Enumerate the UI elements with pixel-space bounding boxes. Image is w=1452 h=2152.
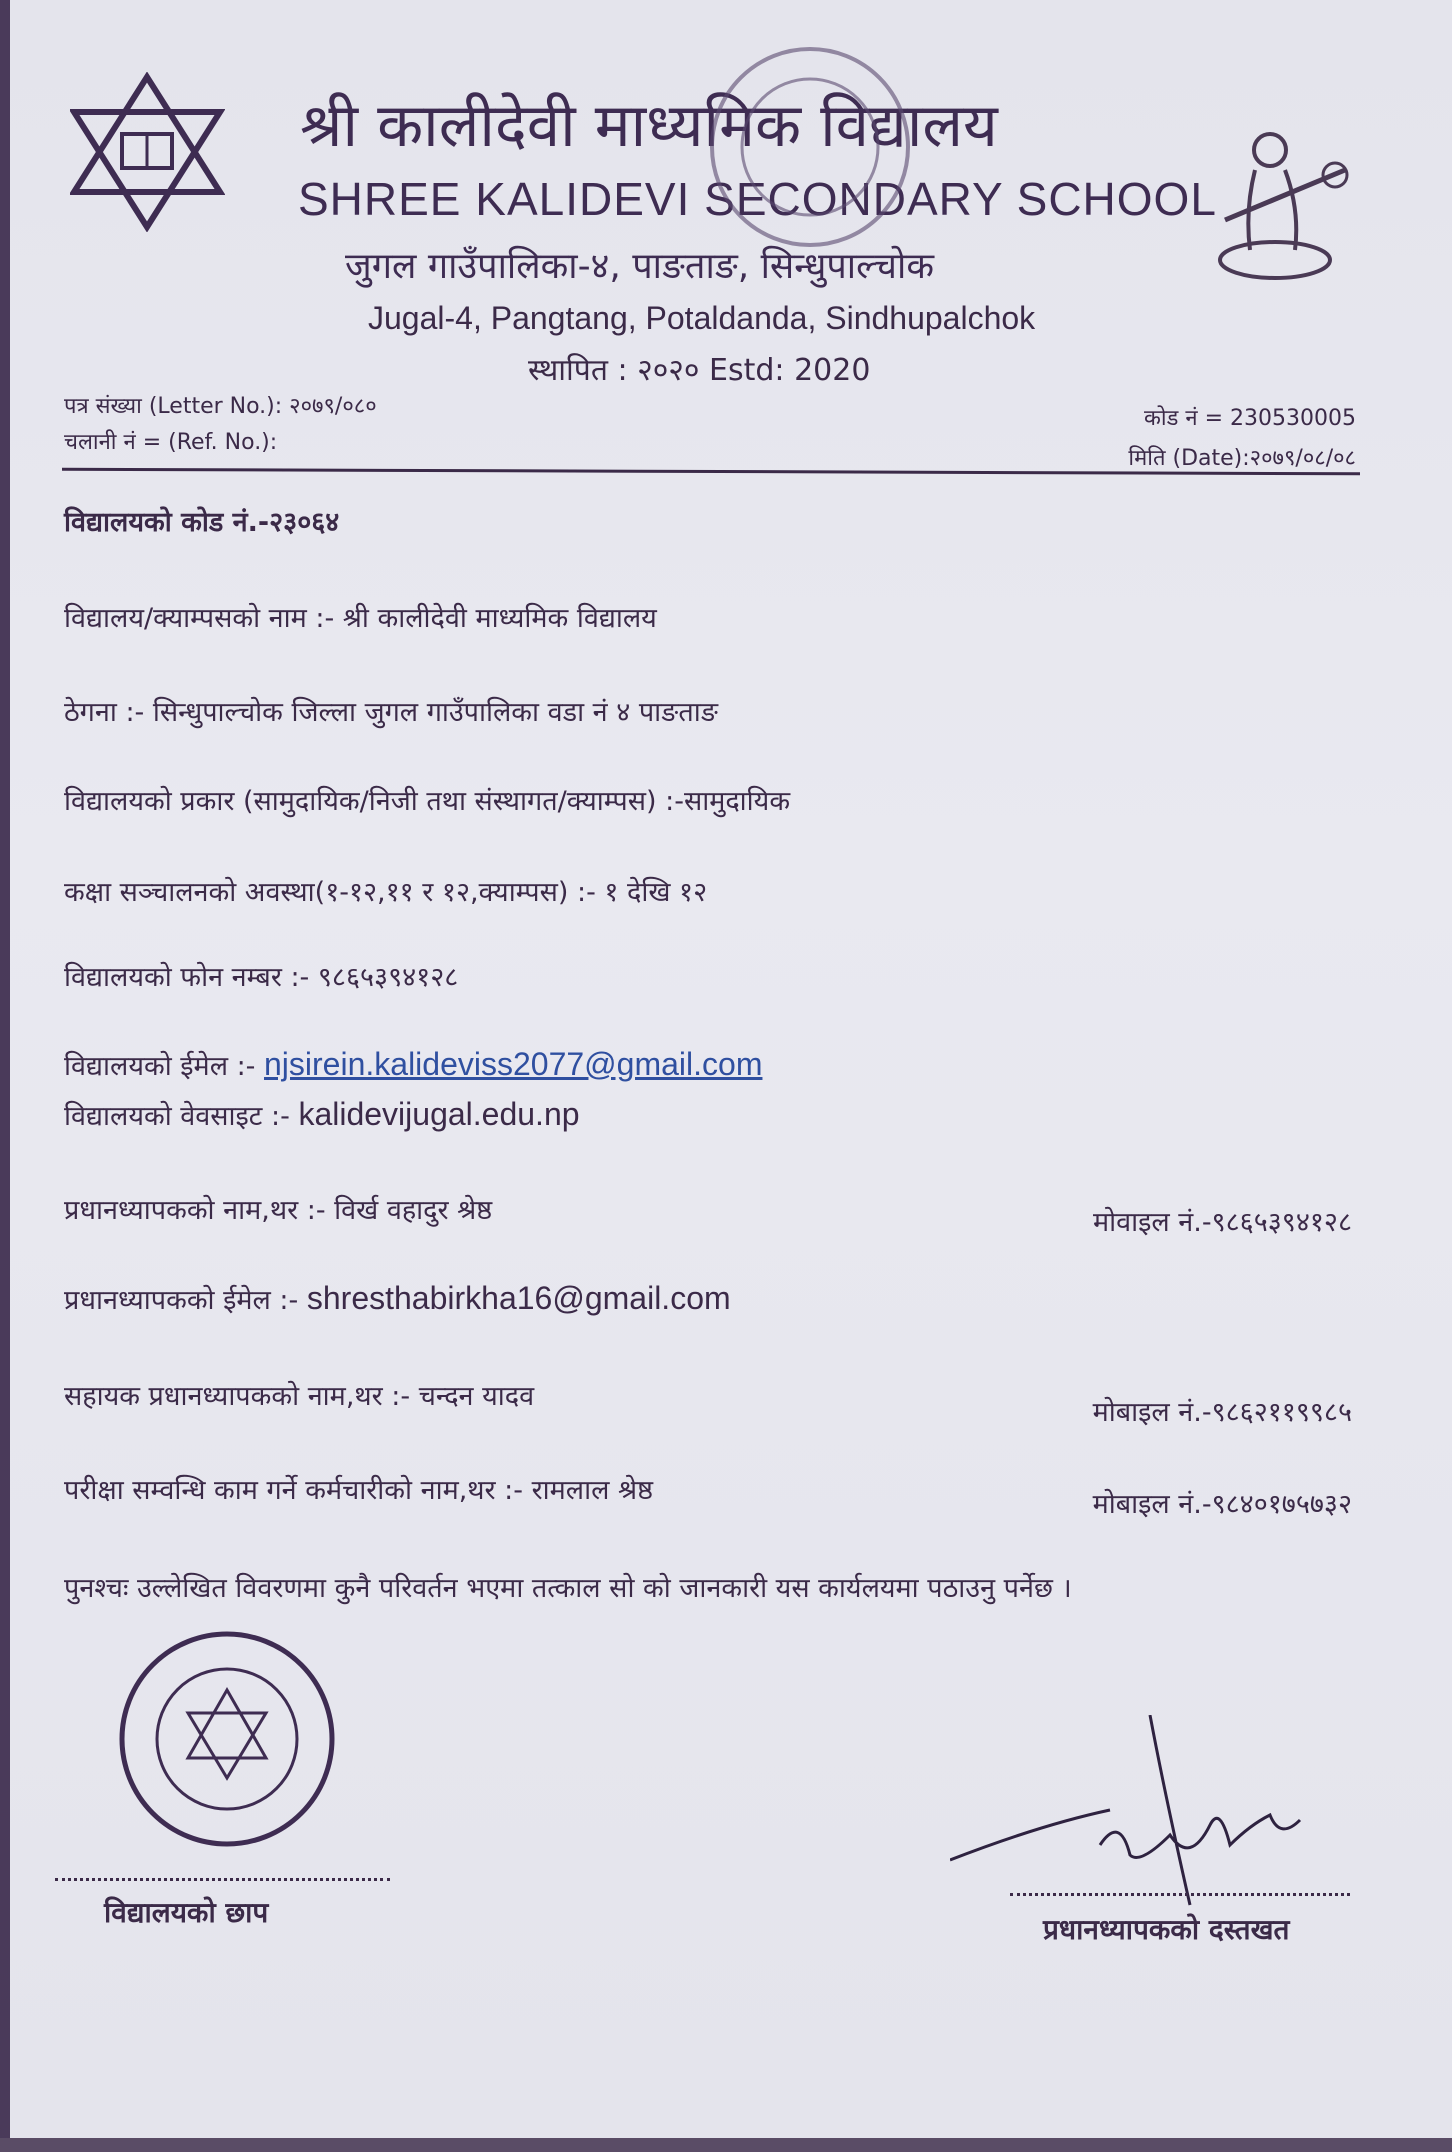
school-name-field: विद्यालय/क्याम्पसको नाम :- श्री कालीदेवी माध्यमिक विद्यालय: [64, 603, 657, 634]
principal-name-field: प्रधानध्यापकको नाम,थर :- विर्ख वहादुर श्रेष्ठ: [64, 1195, 493, 1226]
email-row: [64, 1046, 762, 1083]
reference-number: चलानी नं = (Ref. No.):: [64, 430, 278, 455]
letter-number: पत्र संख्या (Letter No.): २०७९/०८०: [64, 394, 377, 419]
photo-edge-bottom: [0, 2138, 1452, 2152]
school-email-link[interactable]: njsirein.kalideviss2077@gmail.com: [264, 1046, 763, 1082]
photo-edge-left: [0, 0, 10, 2152]
school-title-english: SHREE KALIDEVI SECONDARY SCHOOL: [298, 173, 1217, 225]
email-label: विद्यालयको ईमेल :-: [64, 1051, 264, 1082]
phone-field: विद्यालयको फोन नम्बर :- ९८६५३९४१२८: [64, 962, 459, 993]
school-address-nepali: जुगल गाउँपालिका-४, पाङताङ, सिन्धुपाल्चोक: [345, 246, 934, 287]
letter-date: मिति (Date):२०७९/०८/०८: [1128, 446, 1356, 471]
website-label: विद्यालयको वेवसाइट :-: [64, 1101, 299, 1132]
website-row: [64, 1096, 580, 1133]
school-code: विद्यालयको कोड नं.-२३०६४: [64, 507, 340, 538]
school-logo-icon: [70, 72, 225, 232]
school-website: kalidevijugal.edu.np: [298, 1096, 580, 1132]
code-number: कोड नं = 230530005: [1144, 406, 1356, 431]
saraswati-emblem-icon: [1205, 110, 1355, 285]
stamp-label: विद्यालयको छाप: [104, 1896, 269, 1929]
stamp-dotted-line: [55, 1878, 390, 1881]
vice-principal-name-field: सहायक प्रधानध्यापकको नाम,थर :- चन्दन यादव: [64, 1381, 535, 1412]
principal-mobile: मोवाइल नं.-९८६५३९४१२८: [1093, 1207, 1352, 1238]
school-type-field: विद्यालयको प्रकार (सामुदायिक/निजी तथा संस्थागत/क्याम्पस) :-सामुदायिक: [64, 786, 791, 817]
principal-email-label: प्रधानध्यापकको ईमेल :-: [64, 1285, 307, 1316]
principal-email: shresthabirkha16@gmail.com: [306, 1280, 731, 1316]
principal-email-row: [64, 1280, 731, 1317]
established-year: स्थापित : २०२० Estd: 2020: [528, 353, 871, 388]
class-status-field: कक्षा सञ्चालनको अवस्था(१-१२,११ र १२,क्याम्पस) :- १ देखि १२: [64, 877, 708, 908]
signature-dotted-line: [1010, 1893, 1350, 1896]
exam-staff-mobile: मोबाइल नं.-९८४०१७५७३२: [1092, 1489, 1352, 1520]
vice-principal-mobile: मोबाइल नं.-९८६२११९९८५: [1092, 1397, 1352, 1428]
school-address-english: Jugal-4, Pangtang, Potaldanda, Sindhupalchok: [368, 300, 1036, 336]
address-field: ठेगना :- सिन्धुपाल्चोक जिल्ला जुगल गाउँपालिका वडा नं ४ पाङताङ: [64, 697, 718, 728]
school-title-nepali: श्री कालीदेवी माध्यमिक विद्यालय: [300, 91, 998, 161]
postscript-note: पुनश्चः उल्लेखित विवरणमा कुनै परिवर्तन भएमा तत्काल सो को जानकारी यस कार्यलयमा पठाउनु पर्नेछ ।: [64, 1573, 1072, 1604]
exam-staff-name-field: परीक्षा सम्वन्धि काम गर्ने कर्मचारीको नाम,थर :- रामलाल श्रेष्ठ: [64, 1475, 653, 1506]
school-seal-top-icon: [705, 42, 915, 252]
signature-label: प्रधानध्यापकको दस्तखत: [1043, 1913, 1290, 1946]
school-stamp-icon: [116, 1628, 338, 1850]
